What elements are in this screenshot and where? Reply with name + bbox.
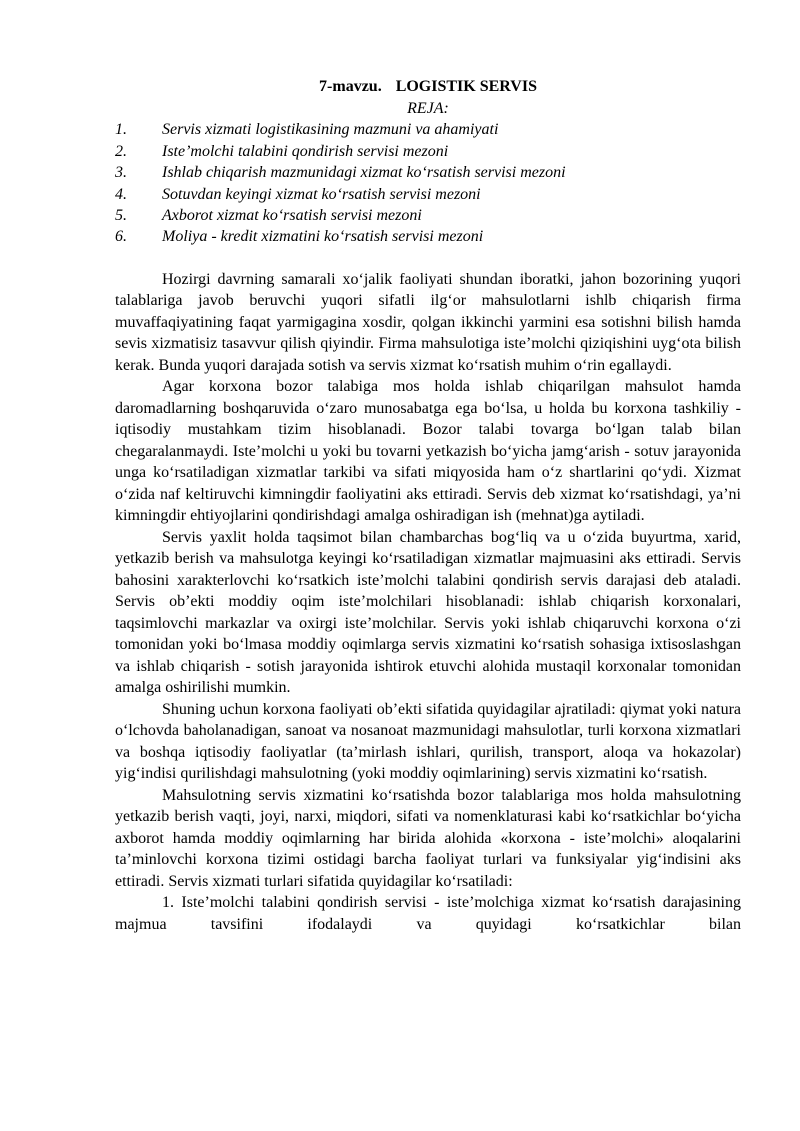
body-paragraph: Shuning uchun korxona faoliyati ob’ekti sifatida quyidagilar ajratiladi: qiymat yoki natura o‘lchovda baholanadigan, sanoat va nosanoat mazmunidagi mahsulotlar, turli korxona xizmatlari va boshqa iqtisodiy faoliyatlar (ta’mirlash ishlari, qurilish, transport, aloqa va hokazolar) yig‘indisi qurilishdagi mahsulotning (yoki moddiy oqimlarining) servis xizmatini ko‘rsatish. xyxy=(115,700,741,783)
section-spacer xyxy=(115,248,741,269)
plan-item xyxy=(115,184,741,205)
plan-item-text: Moliya - kredit xizmatini ko‘rsatish servisi mezoni xyxy=(162,228,484,246)
plan-item-text: Axborot xizmat ko‘rsatish servisi mezoni xyxy=(162,207,422,225)
plan-item-text: Iste’molchi talabini qondirish servisi mezoni xyxy=(162,142,449,160)
plan-item xyxy=(115,141,741,162)
topic-title xyxy=(115,76,741,98)
body-paragraph: 1. Iste’molchi talabini qondirish servisi - iste’molchiga xizmat ko‘rsatish darajasining majmua tavsifini ifodalaydi va quyidagi ko‘rsatkichlar bilan xyxy=(115,894,741,933)
body-paragraph: Servis yaxlit holda taqsimot bilan chambarchas bog‘liq va u o‘zida buyurtma, xarid, yetkazib berish va mahsulotga keyingi ko‘rsatiladigan xizmatlar majmuasini aks ettiradi. Servis bahosini xarakterlovchi ko‘rsatkich iste’molchi talabini qondirish servis darajasi deb ataladi. Servis ob’ekti moddiy oqim iste’molchilari hisoblanadi: ishlab chiqarish korxonalari, taqsimlovchi markazlar va oxirgi iste’molchilar. Servis yoki ishlab chiqaruvchi korxona o‘zi tomonidan yoki bo‘lmasa moddiy oqimlarga servis xizmatini ko‘rsatish sohasiga ixtisoslashgan va ishlab chiqarish - sotish jarayonida ishtirok etuvchi alohida mustaqil korxonalar tomonidan amalga oshirilishi mumkin. xyxy=(115,528,741,697)
body-paragraph: Agar korxona bozor talabiga mos holda ishlab chiqarilgan mahsulot hamda daromadlarning boshqaruvida o‘zaro munosabatga ega bo‘lsa, u holda bu korxona tashkiliy - iqtisodiy mustahkam tizim hisoblanadi. Bozor talabi tovarga bo‘lgan talab bilan chegaralanmaydi. Iste’molchi u yoki bu tovarni yetkazish bo‘yicha jamg‘arish - sotuv jarayonida unga ko‘rsatiladigan xizmatlar tarkibi va sifati miqyosida ham o‘z shartlarini qo‘ydi. Xizmat o‘zida naf keltiruvchi kimningdir faoliyatini aks ettiradi. Servis deb xizmat ko‘rsatishdagi, ya’ni kimningdir ehtiyojlarini qondirishdagi amalga oshiradigan ish (mehnat)ga aytiladi. xyxy=(115,378,741,525)
plan-item xyxy=(115,205,741,226)
plan-item-number: 4. xyxy=(115,185,127,203)
plan-item-number: 2. xyxy=(115,142,127,160)
plan-list xyxy=(115,119,741,247)
plan-item-text: Ishlab chiqarish mazmunidagi xizmat ko‘rsatish servisi mezoni xyxy=(162,164,566,182)
plan-item-number: 5. xyxy=(115,207,127,225)
plan-item xyxy=(115,119,741,140)
plan-item xyxy=(115,162,741,183)
plan-item-number: 3. xyxy=(115,164,127,182)
plan-item-number: 6. xyxy=(115,228,127,246)
plan-item-text: Sotuvdan keyingi xizmat ko‘rsatish servisi mezoni xyxy=(162,185,481,203)
topic-name: LOGISTIK SERVIS xyxy=(395,78,537,95)
plan-item xyxy=(115,226,741,247)
plan-item-text: Servis xizmati logistikasining mazmuni va ahamiyati xyxy=(162,121,499,139)
plan-heading: REJA: xyxy=(407,100,449,117)
body-paragraph: Mahsulotning servis xizmatini ko‘rsatishda bozor talablariga mos holda mahsulotning yetkazib berish vaqti, joyi, narxi, miqdori, sifati va nomenklaturasi kabi ko‘rsatkichlar bo‘yicha axborot hamda moddiy oqimlarning har birida alohida «korxona - iste’molchi» aloqalarini ta’minlovchi korxona tizimi ostidagi barcha faoliyat turlari va funksiyalar yig‘indisini aks ettiradi. Servis xizmati turlari sifatida quyidagilar ko‘rsatiladi: xyxy=(115,786,741,890)
plan-item-number: 1. xyxy=(115,121,127,139)
topic-number: 7-mavzu. xyxy=(319,78,382,95)
document-body xyxy=(115,76,741,935)
body-paragraph: Hozirgi davrning samarali xo‘jalik faoliyati shundan iboratki, jahon bozorining yuqori talablariga javob beruvchi yuqori sifatli ilg‘or mahsulotlarni ishlb chiqarish firma muvaffaqiyatining faqat yarmigagina xosdir, qolgan ikkinchi yarmini esa sotishni bilish hamda sevis xizmatisiz tasavvur qilish qiyindir. Firma mahsulotiga iste’molchi qiziqishini uyg‘ota bilish kerak. Bunda yuqori darajada sotish va servis xizmat ko‘rsatish muhim o‘rin egallaydi. xyxy=(115,270,741,374)
